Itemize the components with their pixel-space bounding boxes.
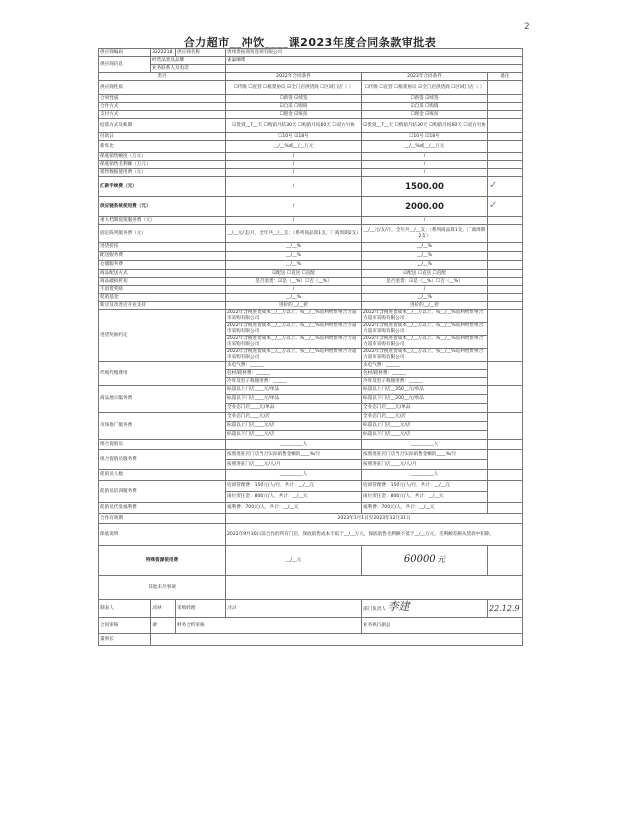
row-note	[488, 177, 523, 197]
row-2023: /	[362, 286, 488, 294]
row-2022: __/__%	[226, 243, 362, 252]
promo-fee-label: 组合促销员服务费	[99, 450, 226, 470]
row-label: 供应链系统使用费（元）	[99, 197, 226, 217]
row-note	[488, 81, 523, 95]
row-2023: ☐现金 ☑账扣	[362, 111, 488, 119]
form-row	[99, 294, 523, 302]
agency-2022-3: 冷库及电子称使用费：______	[226, 378, 362, 386]
row-note	[488, 197, 523, 217]
row-2023: __/__%或__/__万元	[362, 141, 488, 153]
row-2023: __/__%	[362, 252, 488, 261]
agency-2023-3: 冷库及电子称使用费：______	[362, 378, 488, 386]
contact-value	[226, 65, 523, 73]
supplier-name: 贵州贵拓商贸连锁有限公司	[226, 49, 523, 57]
market-2023-1: 全业态门店____元/店	[362, 413, 488, 422]
row-2023: 1500.00	[362, 177, 488, 197]
form-row	[99, 270, 523, 278]
row-label: 付款日	[99, 133, 226, 141]
row-2022: /	[226, 177, 362, 197]
row-2023: /	[362, 169, 488, 177]
row-2023: /	[362, 217, 488, 225]
rebate-2022-3: 2022年含税进货成本__/__万以上，按__/__%返利给贵州合力超市采购有限公司	[226, 336, 362, 349]
form-row	[99, 153, 523, 161]
other-label: 其他未尽事项	[99, 576, 226, 600]
buyer-label: 采购经理	[176, 600, 226, 618]
row-2023: /	[362, 161, 488, 169]
display-2022-2: 标超以下门店____元/单品	[226, 395, 362, 404]
training-label: 促销员培训服务费	[99, 481, 226, 503]
period-value: 2023年1月1日至2023年12月31日	[226, 514, 523, 524]
display-label: 商品展示服务费	[99, 386, 226, 413]
row-note	[488, 161, 523, 169]
row-2022: 是否退货：☑是（__%）☐否（__%）	[226, 278, 362, 286]
row-2022: /	[226, 217, 362, 225]
row-note	[488, 252, 523, 261]
row-2022: __/__%或__/__万元	[226, 141, 362, 153]
check-mark-icon: ✓	[489, 199, 498, 211]
promo-fee-2023-1: 按照进驻店门店当月实际销售金额的____%/月	[362, 450, 488, 460]
row-label: 汇款手续费（元）	[99, 177, 226, 197]
form-row	[99, 261, 523, 270]
row-note	[488, 278, 523, 286]
row-2022: /	[226, 197, 362, 217]
row-label: 商品配送方式	[99, 270, 226, 278]
row-label: 固定陈列服务费（元）	[99, 225, 226, 243]
row-note	[488, 243, 523, 252]
buyer-signature: 沈洁	[226, 600, 362, 618]
row-2023: ☑配送 ☐直送 ☐直配	[362, 270, 488, 278]
dept-date: 22.12.9	[488, 600, 523, 618]
row-2023: /	[362, 153, 488, 161]
form-row	[99, 103, 523, 111]
special-fee-label: 特殊资源使用费	[99, 546, 226, 576]
row-label: 商品破损折扣	[99, 278, 226, 286]
row-2023: __/__元/支/月，全年共__/__支；（系列商品算1支，厂商周期2支）	[362, 225, 488, 243]
form-row	[99, 161, 523, 169]
review-label: 合同审核	[99, 618, 151, 634]
board-label: 董事长	[99, 634, 151, 646]
rebate-note	[488, 310, 523, 362]
row-2022: __/__元/支/月，全年共__/__支；（系列商品算1支，厂商周期2支）	[226, 225, 362, 243]
form-row	[99, 278, 523, 286]
market-2022-2: 标超以上门店____元/店	[226, 422, 362, 431]
promo-staff-2022: __________人	[226, 440, 362, 450]
row-2022: ☑自采 ☐购销	[226, 103, 362, 111]
guarantee-label: 保底说明	[99, 524, 226, 546]
row-note	[488, 286, 523, 294]
rebate-2023-4: 2022年含税进货成本__/__万以上，按__/__%返利给贵州合力超市采购有限公司	[362, 349, 488, 362]
form-row	[99, 286, 523, 294]
agency-2022-1: 水电气费：______	[226, 362, 362, 370]
contract-form-table	[98, 48, 523, 646]
form-row	[99, 119, 523, 133]
staff-count-2022: __________人	[226, 470, 362, 481]
form-row	[99, 141, 523, 153]
form-row	[99, 81, 523, 95]
agency-2023-1: 水电气费：______	[362, 362, 488, 370]
promo-staff-2023: __________人	[362, 440, 488, 450]
row-note	[488, 111, 523, 119]
market-2023-3: 标超以下门店____元/店	[362, 431, 488, 440]
row-note	[488, 103, 523, 111]
rebate-2022-4: 2022年含税进货成本__/__万以上，按__/__%返利给贵州合力超市采购有限公司	[226, 349, 362, 362]
form-row	[99, 133, 523, 141]
row-label: 促销基金	[99, 294, 226, 302]
training-2023-1: 培训管理费：150元/人/月，共计：__/__元	[362, 481, 488, 492]
guarantee-value: 2022年9月30日前合作的所有门店，保底销售成本不低于__/__万元，保底销售毛利额不低于__/__万元，毛利额差额从货款中扣除。	[226, 524, 523, 546]
display-2022-3: 全业态门店____元/单品	[226, 404, 362, 413]
special-fee-2023-unit: 元	[437, 554, 446, 564]
form-row	[99, 225, 523, 243]
row-2023: ☑货到__7__天 ☐购销月结30天 ☐购销月结60天 ☐双方另协	[362, 119, 488, 133]
row-2022: ☑货到__7__天 ☐购销月结30天 ☐购销月结60天 ☐双方另协	[226, 119, 362, 133]
welfare-2022: 福利费：700元/人，共计：__/__元	[226, 503, 362, 514]
special-fee-2023-value: 60000	[403, 553, 436, 565]
row-2022: ☐新签 ☑续签	[226, 95, 362, 103]
form-row	[99, 252, 523, 261]
rebate-2022-1: 2022年含税进货成本__/__万以上，按__/__%返利给贵州合力超市采购有限公司	[226, 310, 362, 323]
column-2023: 2023年合同条件	[362, 73, 488, 81]
rebate-2022-2: 2022年含税进货成本__/__万以上，按__/__%返利给贵州合力超市采购有限公司	[226, 323, 362, 336]
promo-fee-2023-2: 按照进驻门店____元/人/月	[362, 460, 488, 470]
corner-mark: 2	[524, 22, 530, 32]
review-signature: 谢	[151, 618, 176, 634]
row-2023: ☑自采 ☐购销	[362, 103, 488, 111]
row-label: 仓储服务费	[99, 261, 226, 270]
promo-staff-label: 组合促销员	[99, 440, 226, 450]
form-row	[99, 111, 523, 119]
row-2023: __/__%	[362, 243, 488, 252]
form-row	[99, 197, 523, 217]
row-2022: __/__%	[226, 261, 362, 270]
row-note	[488, 141, 523, 153]
row-2022: 进价的__/__折	[226, 302, 362, 310]
contact-label: 业务联系人及电话	[151, 65, 226, 73]
row-label: 保底销售额度（万元）	[99, 153, 226, 161]
column-2022: 2022年合同条件	[226, 73, 362, 81]
row-label: 支付方式	[99, 111, 226, 119]
row-note	[488, 261, 523, 270]
row-note	[488, 225, 523, 243]
market-2023-2: 标超以上门店____元/店	[362, 422, 488, 431]
agency-label: 代购代缴费用	[99, 362, 226, 386]
market-2022-1: 全业态门店____元/店	[226, 413, 362, 422]
row-note	[488, 119, 523, 133]
column-item: 类目	[99, 73, 226, 81]
supplier-info-label: 供应商信息	[99, 57, 151, 73]
form-row	[99, 217, 523, 225]
row-2022: /	[226, 286, 362, 294]
row-note	[488, 133, 523, 141]
row-2023: ☐10号 ☑18号	[362, 133, 488, 141]
row-2022: /	[226, 161, 362, 169]
rebate-2023-2: 2022年含税进货成本__/__万以上，按__/__%返利给贵州合力超市采购有限公司	[362, 323, 488, 336]
maker-label: 制表人	[99, 600, 151, 618]
dept-label: 部门负责人	[363, 607, 386, 612]
rebate-label: 进货奖励约定	[99, 310, 226, 362]
row-label: 不退货奖励	[99, 286, 226, 294]
promo-fee-2022-2: 按照进驻门店____元/人/月	[226, 460, 362, 470]
row-2023: 2000.00	[362, 197, 488, 217]
row-2022: ☐现金 ☑账扣	[226, 111, 362, 119]
check-mark-icon: ✓	[489, 179, 498, 191]
row-2023: ☐代唯 ☐直营 ☐框架协议 ☑全门店供货商 ☐区域门店（ ）	[362, 81, 488, 95]
supplier-name-label: 供应商名称	[176, 49, 226, 57]
special-fee-2022: __/__元	[226, 546, 362, 576]
row-label: 重大档期促销服务费（元）	[99, 217, 226, 225]
row-label: 配送服务费	[99, 252, 226, 261]
row-2022: __/__%	[226, 252, 362, 261]
row-label: 合同性质	[99, 95, 226, 103]
display-2023-2: 标超以下门店__200__元/单品	[362, 395, 488, 404]
special-fee-2023	[362, 546, 488, 576]
row-note	[488, 169, 523, 177]
period-label: 合作有效期	[99, 514, 226, 524]
row-2022: /	[226, 169, 362, 177]
form-row	[99, 95, 523, 103]
welfare-label: 促销员代发福利费	[99, 503, 226, 514]
row-label: 销售数据使用费（元）	[99, 169, 226, 177]
row-note	[488, 294, 523, 302]
row-2022: ☑配送 ☐直送 ☐直配	[226, 270, 362, 278]
row-2023: 进价的__/__折	[362, 302, 488, 310]
promo-fee-2022-1: 按照进驻店门店当月实际销售金额的____%/月	[226, 450, 362, 460]
form-row	[99, 243, 523, 252]
agency-2022-2: 包材/耗材费：______	[226, 370, 362, 378]
rebate-2023-3: 2022年含税进货成本__/__万以上，按__/__%返利给贵州合力超市采购有限公司	[362, 336, 488, 349]
row-2022: /	[226, 153, 362, 161]
exec-label: 业务执行副总	[362, 618, 523, 634]
market-label: 市场推广服务费	[99, 413, 226, 440]
row-label: 进货折扣	[99, 243, 226, 252]
row-note	[488, 270, 523, 278]
form-row	[99, 302, 523, 310]
row-label: 新店及改善店开业支持	[99, 302, 226, 310]
form-row	[99, 169, 523, 177]
row-2022: ☐代唯 ☐直营 ☐框架协议 ☑全门店供货商 ☐区域门店（ ）	[226, 81, 362, 95]
maker-signature: 邱林	[151, 600, 176, 618]
market-2022-3: 标超以下门店____元/店	[226, 431, 362, 440]
column-note: 备注	[488, 73, 523, 81]
rebate-2023-1: 2022年含税进货成本__/__万以上，按__/__%返利给贵州合力超市采购有限公司	[362, 310, 488, 323]
staff-count-label: 促销员人数	[99, 470, 226, 481]
supplier-code-label: 供应商编码	[99, 49, 151, 57]
form-row	[99, 177, 523, 197]
agency-2023-2: 包材/耗材费：______	[362, 370, 488, 378]
supplier-code: 3222218	[151, 49, 176, 57]
row-note	[488, 302, 523, 310]
form-title: 合力超市__冲饮____课2023年度合同条款审批表	[183, 36, 437, 49]
row-label: 新库比	[99, 141, 226, 153]
dept-signature: 李建	[387, 600, 410, 613]
display-2023-1: 标超以上门店__350__元/单品	[362, 386, 488, 395]
training-2022-1: 培训管理费：150元/人/月，共计：__/__元	[226, 481, 362, 492]
row-2023: __/__%	[362, 294, 488, 302]
staff-count-2023: __________人	[362, 470, 488, 481]
row-note	[488, 217, 523, 225]
training-2022-2: 岗位责任金：800元/人，共计：__/__元	[226, 492, 362, 503]
row-2022: __/__%	[226, 294, 362, 302]
row-2022: ☐10号 ☑18号	[226, 133, 362, 141]
row-label: 合作方式	[99, 103, 226, 111]
row-note	[488, 95, 523, 103]
row-label: 供应商性质	[99, 81, 226, 95]
row-2023: ☐新签 ☑续签	[362, 95, 488, 103]
row-note	[488, 153, 523, 161]
row-label: 结算方式及帐期	[99, 119, 226, 133]
display-2023-3: 全业态门店____元/单品	[362, 404, 488, 413]
row-2023: __/__%	[362, 261, 488, 270]
training-2023-2: 岗位责任金：800元/人，共计：__/__元	[362, 492, 488, 503]
welfare-2023: 福利费：700元/人，共计：__/__元	[362, 503, 488, 514]
display-2022-1: 标超以上门店____元/单品	[226, 386, 362, 395]
finance-label: 财务合约审核	[176, 618, 362, 634]
brand-label: 经营品类及品牌	[151, 57, 226, 65]
row-2023: 是否退货：☑是（__%）☐否（__%）	[362, 278, 488, 286]
row-label: 保底销售毛利额（万元）	[99, 161, 226, 169]
brand-value: 雀巢咖啡	[226, 57, 523, 65]
